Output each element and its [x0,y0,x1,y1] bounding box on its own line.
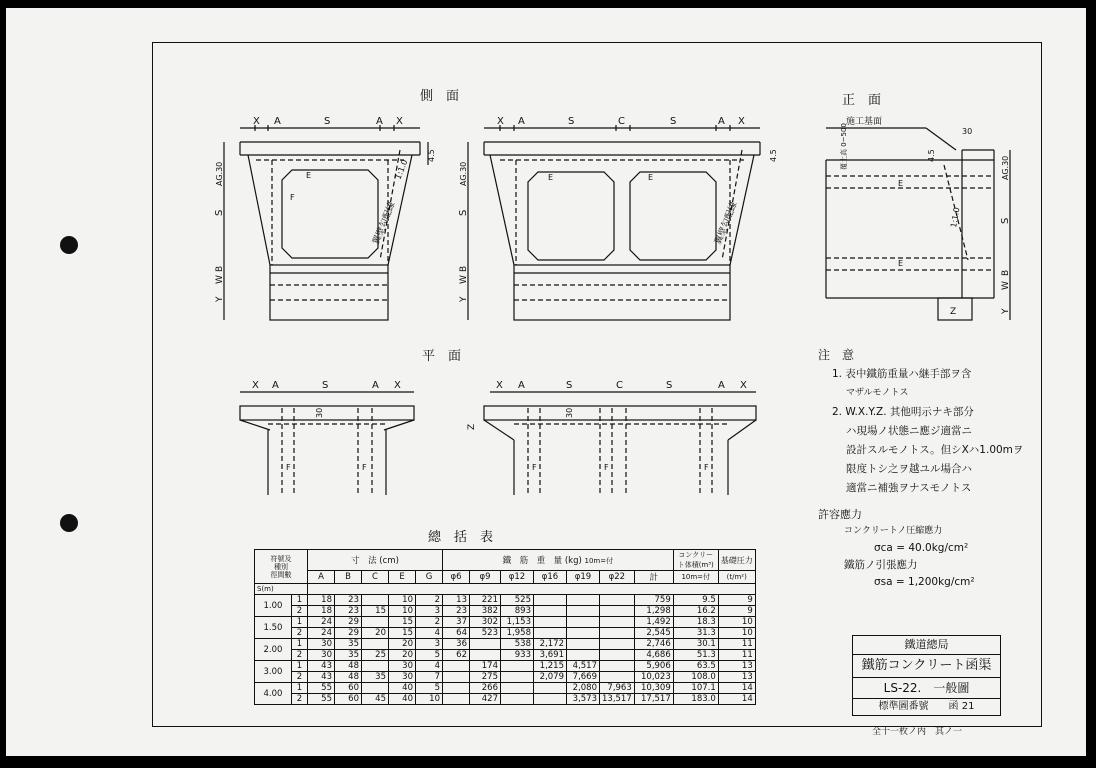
cell-e: 30 [389,661,416,672]
pressure-header: 基礎圧力 [718,550,755,571]
cell-p19: 3,573 [567,694,600,705]
cell-g: 2 [416,617,443,628]
stress-title: 許容應力 [818,508,862,521]
note-2-cont: 設計スルモノトス。但シXハ1.00mヲ [846,444,1024,456]
cell-p19 [567,639,600,650]
cell-total: 4,686 [634,650,673,661]
cell-p12: 1,153 [501,617,534,628]
cell-conc: 16.2 [673,606,718,617]
cell-a: 30 [308,639,335,650]
cell-p12 [501,683,534,694]
cell-conc: 51.3 [673,650,718,661]
dim-x: X [252,380,259,391]
note-2: 2. W.X.Y.Z. 其他明示ナキ部分 [832,406,974,418]
cell-c [362,661,389,672]
note-1-cont: マザルモノトス [846,388,909,398]
cell-p6: 36 [443,639,470,650]
cell-p22 [600,628,635,639]
cell-a: 55 [308,694,335,705]
cell-p16: 2,079 [534,672,567,683]
cell-p19: 7,669 [567,672,600,683]
note-2-cont: 限度トシ之ヲ越ユル場合ハ [846,463,972,475]
cell-p16 [534,628,567,639]
cell-p16: 3,691 [534,650,567,661]
cell-g: 4 [416,628,443,639]
cell-count: 2 [291,650,307,661]
cell-p22 [600,606,635,617]
title-block [852,635,1001,716]
cell-pres: 9 [718,595,755,606]
dim-e: E [898,179,904,188]
cell-e: 10 [389,595,416,606]
cell-conc: 108.0 [673,672,718,683]
dim-30: 30 [565,407,574,418]
cell-p6: 13 [443,595,470,606]
cell-p9 [470,639,501,650]
cell-p16 [534,617,567,628]
cell-count: 1 [291,683,307,694]
dim-z: Z [950,307,957,317]
col-c: C [362,571,389,584]
cell-count: 1 [291,617,307,628]
cell-count: 2 [291,606,307,617]
cell-p6: 23 [443,606,470,617]
cell-count: 1 [291,661,307,672]
side-view-title: 側 面 [420,89,460,104]
dim-45: 4.5 [769,149,778,162]
cell-p6: 64 [443,628,470,639]
slope-label: 1:1.0 [393,158,410,181]
corner-header [255,550,308,584]
cell-total: 759 [634,595,673,606]
dim-x: X [497,116,504,127]
table-row [255,694,756,705]
cell-total: 17,517 [634,694,673,705]
col-p12: φ12 [501,571,534,584]
dim-a: A [718,116,725,127]
dim-w: W [459,275,469,284]
cell-p22 [600,650,635,661]
cell-p16 [534,683,567,694]
dim-y: Y [215,296,225,302]
drawing-name: 鐵筋コンクリート函渠 [853,655,1000,678]
standard-number: 標準圖番號 函 21 [878,701,975,712]
cell-g: 4 [416,661,443,672]
dim-s: S [568,116,575,127]
cell-conc: 107.1 [673,683,718,694]
cell-p22: 7,963 [600,683,635,694]
cell-c [362,617,389,628]
cell-c [362,683,389,694]
cell-e: 20 [389,650,416,661]
col-total: 計 [634,571,673,584]
cell-p9: 427 [470,694,501,705]
cell-a: 30 [308,650,335,661]
slope-label: 1:1.0 [949,206,962,229]
dim-e: E [648,173,654,182]
cell-e: 30 [389,672,416,683]
cell-b: 48 [335,672,362,683]
cell-conc: 9.5 [673,595,718,606]
cell-e: 15 [389,617,416,628]
dim-f: F [362,463,367,472]
org-name: 鐵道總局 [853,636,1000,655]
plan-view-title: 平 面 [422,349,462,364]
concrete-header: コンクリート体積(m³) [673,550,718,571]
cell-p19 [567,606,600,617]
cell-conc: 63.5 [673,661,718,672]
cell-p16 [534,606,567,617]
cell-p9 [470,650,501,661]
dim-w: W [215,275,225,284]
table-row [255,595,756,606]
dim-w: W [1001,281,1011,290]
cell-total: 1,492 [634,617,673,628]
dim-a: A [376,116,383,127]
concrete-stress-value: σca = 40.0kg/cm² [874,542,969,554]
dim-a: A [518,116,525,127]
cell-count: 2 [291,694,307,705]
cell-p16: 2,172 [534,639,567,650]
cell-p9: 302 [470,617,501,628]
cell-p12 [501,661,534,672]
dim-f: F [286,463,291,472]
cell-p9: 382 [470,606,501,617]
dim-z: Z [467,423,477,430]
cell-b: 60 [335,694,362,705]
cell-p9: 523 [470,628,501,639]
cell-a: 43 [308,661,335,672]
summary-table-title: 總 括 表 [428,530,494,545]
dim-a: A [518,380,525,391]
cell-g: 7 [416,672,443,683]
dim-x: X [738,116,745,127]
span-cell: 3.00 [255,661,292,683]
table-row [255,683,756,694]
cell-p9: 275 [470,672,501,683]
dim-x: X [740,380,747,391]
dim-c: C [618,116,625,127]
cell-total: 10,023 [634,672,673,683]
cell-total: 5,906 [634,661,673,672]
dim-y: Y [459,296,469,302]
table-row [255,606,756,617]
corner-mid: 種別 [274,562,288,571]
table-row [255,672,756,683]
cell-p12: 933 [501,650,534,661]
dim-x: X [253,116,260,127]
cell-pres: 9 [718,606,755,617]
steel-header [443,550,674,571]
corner-top: 符號及 [270,554,292,563]
cell-p16 [534,694,567,705]
cell-g: 2 [416,595,443,606]
cell-p19 [567,617,600,628]
drawing-code: LS-22. 一般圖 [853,678,1000,699]
table-row [255,628,756,639]
steel-stress-label: 鐵筋ノ引張應力 [844,559,918,571]
cell-e: 40 [389,694,416,705]
col-p19: φ19 [567,571,600,584]
steel-stress-value: σsa = 1,200kg/cm² [874,576,975,588]
cell-p19: 2,080 [567,683,600,694]
cell-a: 24 [308,628,335,639]
dim-ag30: AG.30 [215,161,224,186]
dim-s-vertical: S [458,209,469,216]
dim-c: C [616,380,623,391]
dim-45: 4.5 [927,149,936,162]
col-b: B [335,571,362,584]
cell-p12: 538 [501,639,534,650]
cell-g: 10 [416,694,443,705]
cell-total: 10,309 [634,683,673,694]
dim-ag30: AG.30 [459,161,468,186]
cell-g: 5 [416,650,443,661]
cell-p19: 4,517 [567,661,600,672]
cell-p9: 174 [470,661,501,672]
side-view-double [468,125,760,320]
dim-x: X [396,116,403,127]
cell-b: 35 [335,650,362,661]
dim-s: S [666,380,673,391]
front-view [826,128,1010,320]
dim-45: 4.5 [427,149,436,162]
dim-e: E [548,173,554,182]
dim-b: B [215,265,225,272]
cell-e: 10 [389,606,416,617]
front-view-title: 正 面 [842,93,882,108]
ground-label: 施工基面 [846,117,883,127]
cell-c: 45 [362,694,389,705]
cell-b: 29 [335,628,362,639]
cell-pres: 13 [718,661,755,672]
col-p22: φ22 [600,571,635,584]
cell-e: 15 [389,628,416,639]
cell-total: 1,298 [634,606,673,617]
note-2-cont: 適當ニ補強ヲナスモノトス [846,482,972,494]
cell-count: 1 [291,639,307,650]
cell-a: 43 [308,672,335,683]
dim-a: A [272,380,279,391]
cell-a: 18 [308,595,335,606]
dim-s-vertical: S [1000,217,1011,224]
wingwall-label: 翼壁勾配線 [713,200,740,247]
cell-c: 35 [362,672,389,683]
cell-p12: 525 [501,595,534,606]
dims-header: 寸 法 (cm) [308,550,443,571]
dim-s: S [670,116,677,127]
summary-table [254,549,756,705]
table-row [255,661,756,672]
dim-30: 30 [315,407,324,418]
dim-a: A [718,380,725,391]
cell-b: 23 [335,606,362,617]
cell-count: 2 [291,628,307,639]
cell-c: 20 [362,628,389,639]
steel-header-label: 鐵 筋 重 量 (kg) [502,556,582,566]
col-g: G [416,571,443,584]
cell-p6: 62 [443,650,470,661]
cell-g: 3 [416,639,443,650]
cell-pres: 11 [718,639,755,650]
dim-s: S [566,380,573,391]
plan-view-single [240,392,414,495]
cell-p12 [501,672,534,683]
dim-x: X [496,380,503,391]
cell-p12: 1,958 [501,628,534,639]
dim-f: F [604,463,609,472]
cell-p9: 221 [470,595,501,606]
concrete-stress-label: コンクリートノ圧縮應力 [844,526,943,536]
cell-b: 29 [335,617,362,628]
cell-e: 20 [389,639,416,650]
col-p6: φ6 [443,571,470,584]
dim-e: E [306,171,312,180]
wingwall-label: 翼壁勾配線 [371,200,398,247]
cell-p22 [600,595,635,606]
col-a: A [308,571,335,584]
cover-label: 覆土高 0~500 [840,123,848,170]
corner-bot: 徑間數 [270,570,292,579]
cell-pres: 10 [718,628,755,639]
col-p16: φ16 [534,571,567,584]
header-spacer [308,584,756,595]
notes-title: 注 意 [818,348,855,362]
cell-p9: 266 [470,683,501,694]
dim-ag30: AG.30 [1001,155,1010,180]
cell-conc: 18.3 [673,617,718,628]
dim-a: A [372,380,379,391]
dim-a: A [274,116,281,127]
cell-p22 [600,639,635,650]
dim-s: S [324,116,331,127]
span-cell: 2.00 [255,639,292,661]
table-row [255,650,756,661]
cell-p12: 893 [501,606,534,617]
dim-b: B [459,265,469,272]
side-view-single [224,125,428,320]
cell-pres: 14 [718,694,755,705]
cell-c: 25 [362,650,389,661]
dim-30: 30 [962,127,973,136]
cell-p22 [600,617,635,628]
cell-conc: 183.0 [673,694,718,705]
cell-total: 2,545 [634,628,673,639]
span-cell: 1.00 [255,595,292,617]
cell-p12 [501,694,534,705]
cell-pres: 10 [718,617,755,628]
cell-p22 [600,661,635,672]
sheet-count: 全十一枚ノ内 其ノ一 [872,727,963,737]
cell-p19 [567,650,600,661]
cell-b: 35 [335,639,362,650]
cell-b: 48 [335,661,362,672]
col-p9: φ9 [470,571,501,584]
plan-view-double [484,392,756,495]
dim-f: F [704,463,709,472]
concrete-sub: 10m=付 [673,571,718,584]
cell-pres: 11 [718,650,755,661]
dim-y: Y [1001,308,1011,314]
cell-a: 55 [308,683,335,694]
cell-p22 [600,672,635,683]
dim-e: E [898,259,904,268]
cell-p6: 37 [443,617,470,628]
span-cell: 1.50 [255,617,292,639]
note-1: 1. 表中鐵筋重量ハ継手部ヲ含 [832,368,972,380]
cell-p22: 13,517 [600,694,635,705]
cell-c [362,639,389,650]
note-2-cont: ハ現場ノ状態ニ應ジ適當ニ [846,425,972,437]
cell-total: 2,746 [634,639,673,650]
cell-conc: 30.1 [673,639,718,650]
cell-p6 [443,661,470,672]
cell-a: 24 [308,617,335,628]
cell-b: 60 [335,683,362,694]
cell-p16 [534,595,567,606]
s-label: S(m) [255,584,308,595]
cell-c [362,595,389,606]
steel-per10: 10m=付 [584,557,614,565]
cell-p6 [443,694,470,705]
cell-a: 18 [308,606,335,617]
dim-f: F [290,193,295,202]
dim-s-vertical: S [214,209,225,216]
cell-pres: 14 [718,683,755,694]
cell-count: 2 [291,672,307,683]
cell-p19 [567,595,600,606]
cell-g: 5 [416,683,443,694]
cell-conc: 31.3 [673,628,718,639]
dim-s: S [322,380,329,391]
allowable-stress-block [818,506,975,591]
cell-p6 [443,672,470,683]
table-row [255,639,756,650]
cell-b: 23 [335,595,362,606]
cell-e: 40 [389,683,416,694]
pressure-sub: (t/m²) [718,571,755,584]
notes-block [818,346,1023,498]
dim-x: X [394,380,401,391]
cell-count: 1 [291,595,307,606]
cell-p6 [443,683,470,694]
table-row [255,617,756,628]
dim-f: F [532,463,537,472]
cell-c: 15 [362,606,389,617]
cell-pres: 13 [718,672,755,683]
dim-b: B [1001,269,1011,276]
cell-p19 [567,628,600,639]
cell-p16: 1,215 [534,661,567,672]
col-e: E [389,571,416,584]
span-cell: 4.00 [255,683,292,705]
cell-g: 3 [416,606,443,617]
